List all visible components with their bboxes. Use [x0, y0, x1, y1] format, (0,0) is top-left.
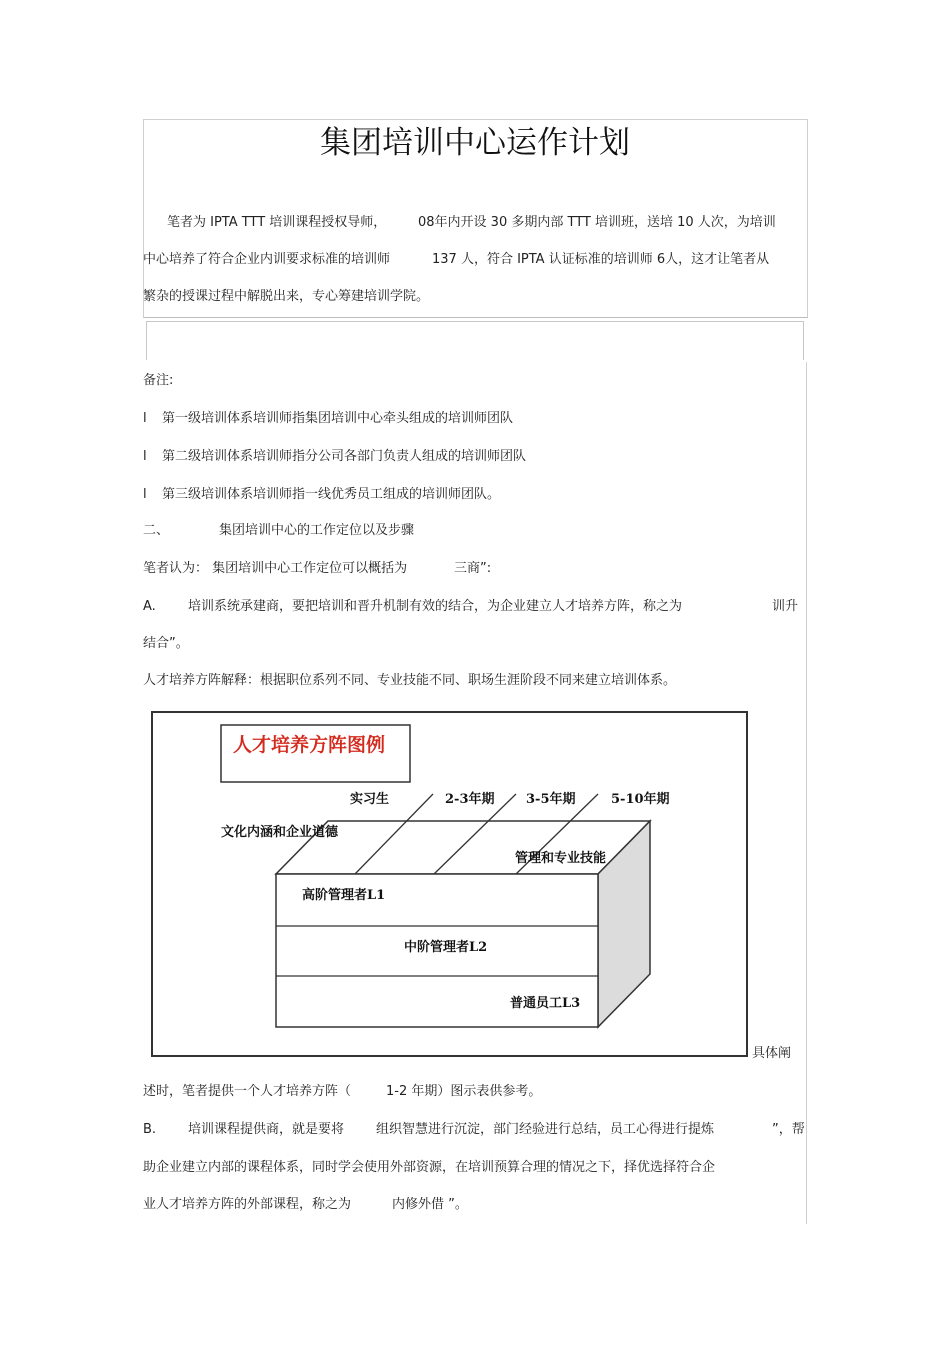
item-b-text-a: 培训课程提供商，就是要将 — [188, 1122, 345, 1137]
section-lead-b: 三商”: — [454, 561, 492, 576]
period-label-5-10: 5-10年期 — [611, 792, 670, 807]
after-diagram-tail: 具体阐 — [752, 1046, 792, 1061]
item-b-label: B. — [143, 1122, 157, 1137]
intro-line3: 繁杂的授课过程中解脱出来，专心筹建培训学院。 — [143, 289, 430, 304]
item-a-line2: 结合”。 — [143, 636, 189, 651]
section-heading: 集团培训中心的工作定位以及步骤 — [219, 523, 415, 538]
item-b-text-b: 组织智慧进行沉淀，部门经验进行总结，员工心得进行提炼 — [376, 1122, 715, 1137]
item-a-text: 培训系统承建商，要把培训和晋升机制有效的结合，为企业建立人才培养方阵，称之为 — [188, 599, 683, 614]
bullet-marker: l — [143, 487, 147, 502]
section-number: 二、 — [143, 523, 170, 538]
item-b-line2: 助企业建立内部的课程体系，同时学会使用外部资源，在培训预算合理的情况之下，择优选择符合企 — [143, 1160, 716, 1175]
intro-line2-b: 137 人，符合 IPTA 认证标准的培训师 6人，这才让笔者从 — [432, 252, 770, 267]
empty-frame — [146, 321, 804, 360]
bullet-marker: l — [143, 449, 147, 464]
level-label-l2: 中阶管理者L2 — [404, 940, 488, 955]
after-diagram-line-b: 1-2 年期）图示表供参考。 — [386, 1084, 542, 1099]
diagram-title: 人才培养方阵图例 — [233, 734, 386, 756]
note-item-2: 第二级培训体系培训师指分公司各部门负责人组成的培训师团队 — [162, 449, 527, 464]
period-label-intern: 实习生 — [350, 792, 390, 807]
note-item-1: 第一级培训体系培训师指集团培训中心牵头组成的培训师团队 — [162, 411, 514, 426]
culture-ethics-label: 文化内涵和企业道德 — [221, 825, 339, 840]
matrix-note: 人才培养方阵解释：根据职位系列不同、专业技能不同、职场生涯阶段不同来建立培训体系。 — [143, 673, 677, 688]
management-skills-label: 管理和专业技能 — [515, 851, 607, 866]
level-label-l3: 普通员工L3 — [510, 996, 581, 1011]
period-label-2-3: 2-3年期 — [445, 792, 495, 807]
item-b-text-c: ”，帮 — [772, 1122, 805, 1137]
page-title: 集团培训中心运作计划 — [320, 125, 630, 161]
item-a-label: A. — [143, 599, 156, 614]
intro-line2-a: 中心培养了符合企业内训要求标准的培训师 — [143, 252, 391, 267]
bullet-marker: l — [143, 411, 147, 426]
intro-line1-b: 08年内开设 30 多期内部 TTT 培训班，送培 10 人次，为培训 — [418, 215, 776, 230]
note-item-3: 第三级培训体系培训师指一线优秀员工组成的培训师团队。 — [162, 487, 501, 502]
section-lead-a: 笔者认为： 集团培训中心工作定位可以概括为 — [143, 561, 408, 576]
right-border-line — [806, 362, 807, 1224]
item-b-line3-a: 业人才培养方阵的外部课程，称之为 — [143, 1197, 352, 1212]
level-label-l1: 高阶管理者L1 — [302, 888, 386, 903]
item-b-line3-b: 内修外借 ”。 — [392, 1197, 468, 1212]
item-a-tail: 训升 — [772, 599, 799, 614]
notes-label: 备注: — [143, 373, 174, 388]
period-label-3-5: 3-5年期 — [526, 792, 576, 807]
after-diagram-line-a: 述时，笔者提供一个人才培养方阵（ — [143, 1084, 352, 1099]
talent-matrix-diagram — [150, 710, 750, 1064]
intro-line1-a: 笔者为 IPTA TTT 培训课程授权导师， — [167, 215, 387, 230]
